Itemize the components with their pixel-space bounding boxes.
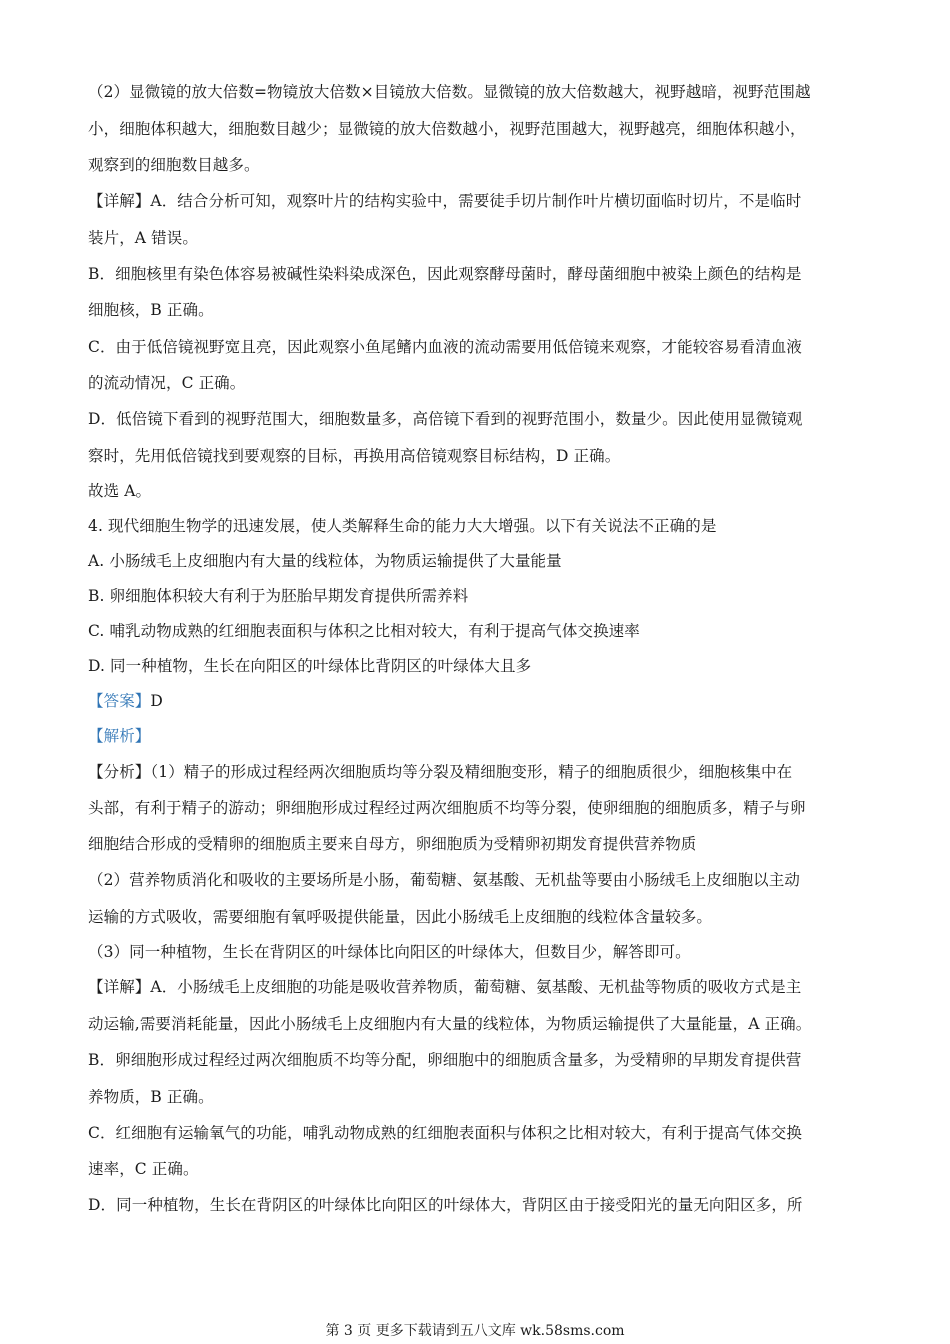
answer-line [88, 691, 163, 711]
text-line: D．低倍镜下看到的视野范围大，细胞数量多，高倍镜下看到的视野范围小，数量少。因此使用显微镜观 [88, 410, 803, 428]
text-line: 细胞结合形成的受精卵的细胞质主要来自母方，卵细胞质为受精卵初期发育提供营养物质 [88, 835, 697, 853]
text-line: C．由于低倍镜视野宽且亮，因此观察小鱼尾鳍内血液的流动需要用低倍镜来观察，才能较容易看清血液 [88, 338, 802, 356]
analysis-label: 【解析】 [88, 727, 151, 745]
text-line: 养物质，B 正确。 [88, 1088, 214, 1106]
option-d: D. 同一种植物，生长在向阳区的叶绿体比背阴区的叶绿体大且多 [88, 657, 532, 675]
text-line: 细胞核，B 正确。 [88, 301, 214, 319]
text-line: 故选 A。 [88, 482, 152, 500]
text-line: （3）同一种植物，生长在背阴区的叶绿体比向阳区的叶绿体大，但数目少，解答即可。 [88, 943, 691, 961]
text-line: 小，细胞体积越大，细胞数目越少；显微镜的放大倍数越小，视野范围越大，视野越亮，细胞体积越小， [88, 120, 806, 138]
text-line: 运输的方式吸收，需要细胞有氧呼吸提供能量，因此小肠绒毛上皮细胞的线粒体含量较多。 [88, 908, 713, 926]
text-line: 观察到的细胞数目越多。 [88, 156, 260, 174]
text-line: 动运输,需要消耗能量，因此小肠绒毛上皮细胞内有大量的线粒体，为物质运输提供了大量能量，A 正确。 [88, 1015, 812, 1033]
text-line: 【详解】A．结合分析可知，观察叶片的结构实验中，需要徒手切片制作叶片横切面临时切片，不是临时 [88, 192, 802, 210]
answer-label: 【答案】 [88, 692, 151, 710]
text-line: 头部，有利于精子的游动；卵细胞形成过程经过两次细胞质不均等分裂，使卵细胞的细胞质多，精子与卵 [88, 799, 806, 817]
option-a: A. 小肠绒毛上皮细胞内有大量的线粒体，为物质运输提供了大量能量 [88, 552, 562, 570]
question-stem: 4. 现代细胞生物学的迅速发展，使人类解释生命的能力大大增强。以下有关说法不正确的是 [88, 517, 717, 535]
text-line: 速率，C 正确。 [88, 1160, 199, 1178]
text-line: （2）显微镜的放大倍数=物镜放大倍数×目镜放大倍数。显微镜的放大倍数越大，视野越暗，视野范围越 [88, 83, 811, 101]
text-line: （2）营养物质消化和吸收的主要场所是小肠，葡萄糖、氨基酸、无机盐等要由小肠绒毛上皮细胞以主动 [88, 871, 800, 889]
text-line: 【详解】A．小肠绒毛上皮细胞的功能是吸收营养物质，葡萄糖、氨基酸、无机盐等物质的吸收方式是主 [88, 978, 802, 996]
option-b: B. 卵细胞体积较大有利于为胚胎早期发育提供所需养料 [88, 587, 469, 605]
text-line: 察时，先用低倍镜找到要观察的目标，再换用高倍镜观察目标结构，D 正确。 [88, 447, 621, 465]
text-line: C．红细胞有运输氧气的功能，哺乳动物成熟的红细胞表面积与体积之比相对较大，有利于提高气体交换 [88, 1124, 802, 1142]
text-line: B．卵细胞形成过程经过两次细胞质不均等分配，卵细胞中的细胞质含量多，为受精卵的早期发育提供营 [88, 1051, 802, 1069]
text-line: D．同一种植物，生长在背阴区的叶绿体比向阳区的叶绿体大，背阴区由于接受阳光的量无向阳区多，所 [88, 1196, 803, 1214]
text-line: 装片，A 错误。 [88, 229, 198, 247]
text-line: 【分析】（1）精子的形成过程经两次细胞质均等分裂及精细胞变形，精子的细胞质很少，细胞核集中在 [88, 763, 793, 781]
text-line: B．细胞核里有染色体容易被碱性染料染成深色，因此观察酵母菌时，酵母菌细胞中被染上颜色的结构是 [88, 265, 802, 283]
page-footer: 第 3 页 更多下载请到五八文库 wk.58sms.com [325, 1323, 625, 1339]
option-c: C. 哺乳动物成熟的红细胞表面积与体积之比相对较大，有利于提高气体交换速率 [88, 622, 640, 640]
answer-value: D [150, 692, 163, 710]
text-line: 的流动情况，C 正确。 [88, 374, 246, 392]
